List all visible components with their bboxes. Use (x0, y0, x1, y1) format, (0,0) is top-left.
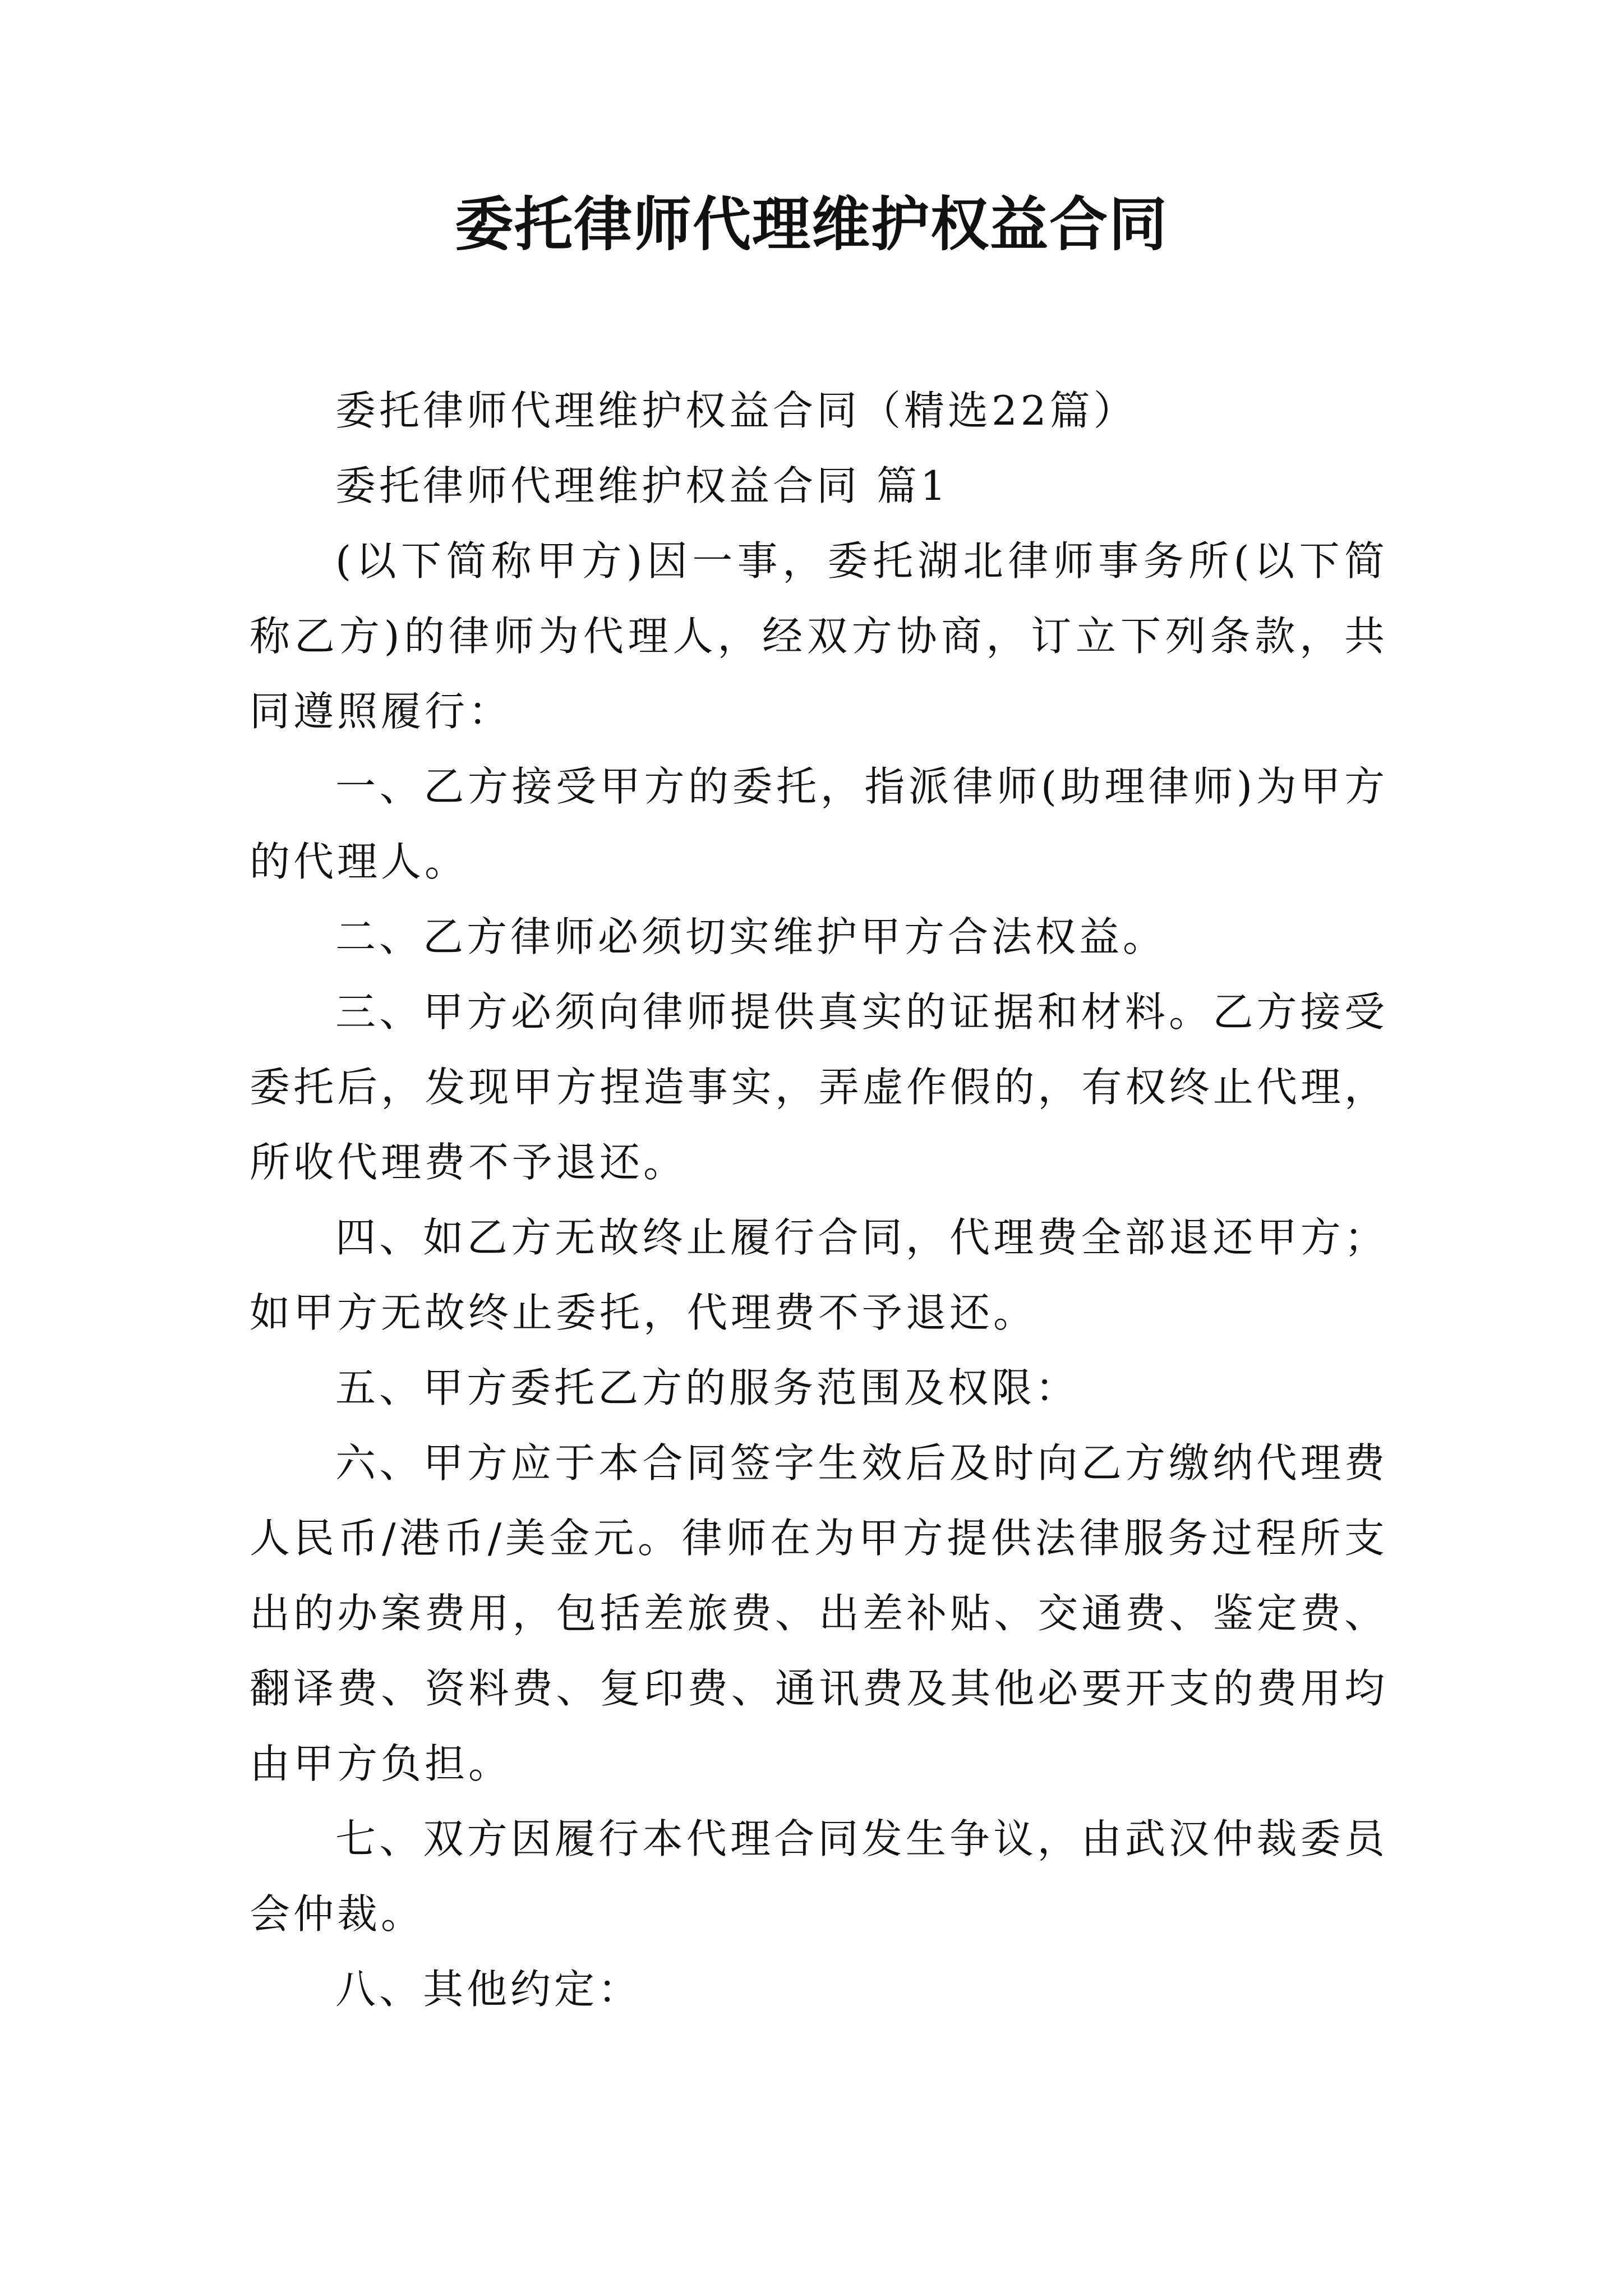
document-title: 委托律师代理维护权益合同 (454, 190, 1168, 259)
paragraph-clause-4: 四、如乙方无故终止履行合同，代理费全部退还甲方；如甲方无故终止委托，代理费不予退还。 (250, 1214, 1388, 1336)
paragraph-heading-collection: 委托律师代理维护权益合同（精选22篇） (335, 387, 1137, 434)
paragraph-clause-2: 二、乙方律师必须切实维护甲方合法权益。 (335, 913, 1167, 960)
paragraph-clause-5: 五、甲方委托乙方的服务范围及权限： (335, 1364, 1080, 1411)
paragraph-clause-6: 六、甲方应于本合同签字生效后及时向乙方缴纳代理费人民币/港币/美金元。律师在为甲方提供法律服务过程所支出的办案费用，包括差旅费、出差补贴、交通费、鉴定费、翻译费、资料费、复印费、通讯费及其他必要开支的费用均由甲方负担。 (250, 1439, 1388, 1787)
paragraph-clause-8: 八、其他约定： (335, 1966, 642, 2013)
paragraph-clause-7: 七、双方因履行本代理合同发生争议，由武汉仲裁委员会仲裁。 (250, 1815, 1388, 1938)
paragraph-clause-3: 三、甲方必须向律师提供真实的证据和材料。乙方接受委托后，发现甲方捏造事实，弄虚作假的，有权终止代理，所收代理费不予退还。 (250, 988, 1388, 1186)
paragraph-clause-1: 一、乙方接受甲方的委托，指派律师(助理律师)为甲方的代理人。 (250, 763, 1388, 885)
document-body (250, 373, 1388, 2027)
paragraph-preamble: (以下简称甲方)因一事，委托湖北律师事务所(以下简称乙方)的律师为代理人，经双方协商，订立下列条款，共同遵照履行： (250, 537, 1388, 735)
paragraph-heading-part-1: 委托律师代理维护权益合同 篇1 (335, 462, 949, 509)
